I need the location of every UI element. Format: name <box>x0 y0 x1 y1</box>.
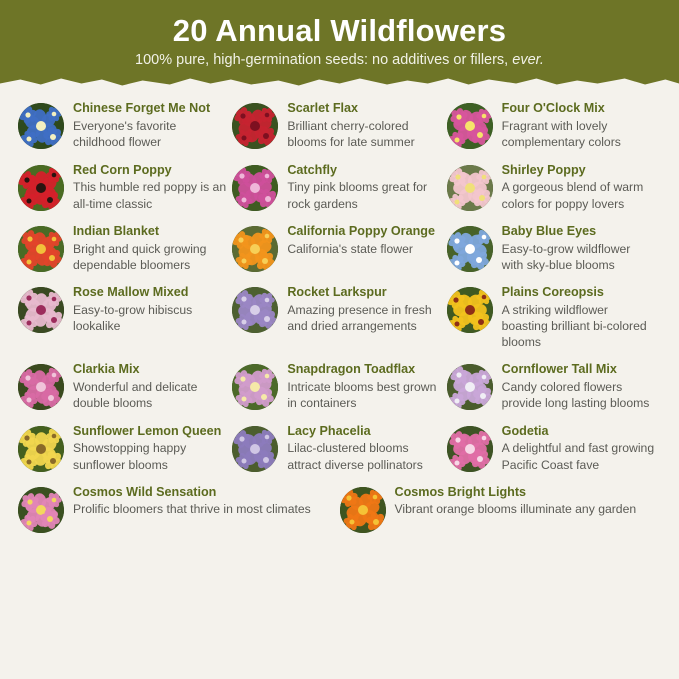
flower-name: Red Corn Poppy <box>73 162 172 177</box>
flower-name: Cosmos Bright Lights <box>394 484 527 499</box>
flower-photo-icon <box>18 426 64 472</box>
flower-row <box>18 218 661 279</box>
flower-card[interactable] <box>447 157 661 218</box>
flower-photo-icon <box>232 226 278 272</box>
flower-grid <box>0 93 679 538</box>
flower-photo-icon <box>232 287 278 333</box>
flower-name: Snapdragon Toadflax <box>287 362 416 377</box>
flower-name: Chinese Forget Me Not <box>73 101 211 116</box>
flower-description: This humble red poppy is an all-time classic <box>73 180 227 211</box>
flower-text <box>73 224 226 273</box>
flower-name: Cornflower Tall Mix <box>501 362 617 377</box>
header-banner <box>0 0 679 87</box>
flower-name: Plains Coreopsis <box>501 285 604 299</box>
subtitle-emphasis-text: ever. <box>512 52 544 69</box>
flower-card[interactable] <box>447 218 661 279</box>
page-subtitle <box>20 52 659 69</box>
flower-text <box>502 285 655 350</box>
flower-description: Prolific bloomers that thrive in most climates <box>73 502 311 517</box>
flower-description: Tiny pink blooms great for rock gardens <box>287 180 428 211</box>
flower-text <box>73 101 226 150</box>
flower-description: Brilliant cherry-colored blooms for late summer <box>287 119 415 150</box>
flower-text <box>287 285 440 334</box>
flower-name: Rocket Larkspur <box>287 285 387 299</box>
flower-text <box>287 101 440 150</box>
flower-photo-icon <box>18 364 64 410</box>
flower-name: Rose Mallow Mixed <box>73 285 189 299</box>
flower-card[interactable] <box>447 356 661 417</box>
flower-card[interactable] <box>18 279 232 356</box>
flower-card[interactable] <box>340 479 662 539</box>
flower-description: Wonderful and delicate double blooms <box>73 380 198 411</box>
flower-name: Indian Blanket <box>73 223 160 238</box>
flower-description: Candy colored flowers provide long lasting blooms <box>501 380 650 411</box>
flower-photo-icon <box>447 287 493 333</box>
flower-description: A striking wildflower boasting brilliant bi-colored blooms <box>501 302 647 350</box>
flower-text <box>73 163 226 212</box>
flower-card[interactable] <box>18 95 232 156</box>
flower-name: Baby Blue Eyes <box>501 223 597 238</box>
flower-photo-icon <box>232 165 278 211</box>
flower-text <box>287 224 440 257</box>
flower-card[interactable] <box>447 418 661 479</box>
flower-card[interactable] <box>18 218 232 279</box>
flower-name: Clarkia Mix <box>73 362 140 377</box>
flower-text <box>502 163 655 212</box>
flower-card[interactable] <box>447 95 661 156</box>
flower-photo-icon <box>18 226 64 272</box>
flower-card[interactable] <box>18 479 340 539</box>
flower-name: Four O'Clock Mix <box>501 101 605 116</box>
flower-text <box>502 224 655 273</box>
flower-description: A gorgeous blend of warm colors for poppy lovers <box>501 180 644 211</box>
flower-text <box>502 424 655 473</box>
flower-photo-icon <box>232 103 278 149</box>
flower-photo-icon <box>447 165 493 211</box>
flower-name: California Poppy Orange <box>287 223 435 238</box>
flower-description: California's state flower <box>287 241 413 256</box>
flower-row <box>18 95 661 156</box>
flower-photo-icon <box>18 165 64 211</box>
flower-row <box>18 356 661 417</box>
flower-card[interactable] <box>232 218 446 279</box>
flower-text <box>73 485 334 518</box>
flower-photo-icon <box>18 287 64 333</box>
flower-description: Bright and quick growing dependable bloomers <box>73 241 207 272</box>
flower-card[interactable] <box>232 157 446 218</box>
flower-description: Showstopping happy sunflower blooms <box>73 441 187 472</box>
flower-photo-icon <box>18 103 64 149</box>
flower-photo-icon <box>232 364 278 410</box>
flower-description: A delightful and fast growing Pacific Coast fave <box>501 441 655 472</box>
flower-photo-icon <box>447 426 493 472</box>
flower-card[interactable] <box>232 95 446 156</box>
flower-card[interactable] <box>447 279 661 356</box>
flower-name: Godetia <box>501 423 549 438</box>
flower-name: Scarlet Flax <box>287 101 359 116</box>
flower-description: Fragrant with lovely complementary colors <box>501 119 621 150</box>
flower-text <box>287 163 440 212</box>
flower-photo-icon <box>232 426 278 472</box>
flower-card[interactable] <box>18 356 232 417</box>
flower-description: Everyone's favorite childhood flower <box>73 119 177 150</box>
flower-photo-icon <box>447 364 493 410</box>
flower-row <box>18 479 661 539</box>
flower-description: Easy-to-grow wildflower with sky-blue blooms <box>501 241 631 272</box>
flower-photo-icon <box>447 103 493 149</box>
page-title: 20 Annual Wildflowers <box>172 13 507 48</box>
flower-photo-icon <box>447 226 493 272</box>
flower-card[interactable] <box>232 279 446 356</box>
flower-text <box>502 362 655 411</box>
flower-description: Easy-to-grow hibiscus lookalike <box>73 302 193 333</box>
flower-text <box>395 485 656 518</box>
flower-row <box>18 418 661 479</box>
flower-row <box>18 279 661 356</box>
flower-description: Vibrant orange blooms illuminate any garden <box>394 502 637 517</box>
subtitle-main-text: 100% pure, high-germination seeds: no additives or fillers, <box>135 52 513 69</box>
flower-description: Lilac-clustered blooms attract diverse pollinators <box>287 441 423 472</box>
flower-photo-icon <box>340 487 386 533</box>
flower-name: Lacy Phacelia <box>287 423 371 438</box>
flower-name: Shirley Poppy <box>501 162 586 177</box>
flower-name: Catchfly <box>287 162 338 177</box>
flower-card[interactable] <box>232 418 446 479</box>
flower-card[interactable] <box>232 356 446 417</box>
flower-row <box>18 157 661 218</box>
flower-card[interactable] <box>18 157 232 218</box>
flower-photo-icon <box>18 487 64 533</box>
flower-text <box>502 101 655 150</box>
flower-text <box>287 424 440 473</box>
flower-text <box>73 424 226 473</box>
flower-description: Intricate blooms best grown in containers <box>287 380 437 411</box>
flower-text <box>73 362 226 411</box>
flower-name: Sunflower Lemon Queen <box>73 423 222 438</box>
flower-description: Amazing presence in fresh and dried arrangements <box>287 302 432 333</box>
flower-card[interactable] <box>18 418 232 479</box>
flower-text <box>73 285 226 334</box>
flower-text <box>287 362 440 411</box>
flower-name: Cosmos Wild Sensation <box>73 484 217 499</box>
